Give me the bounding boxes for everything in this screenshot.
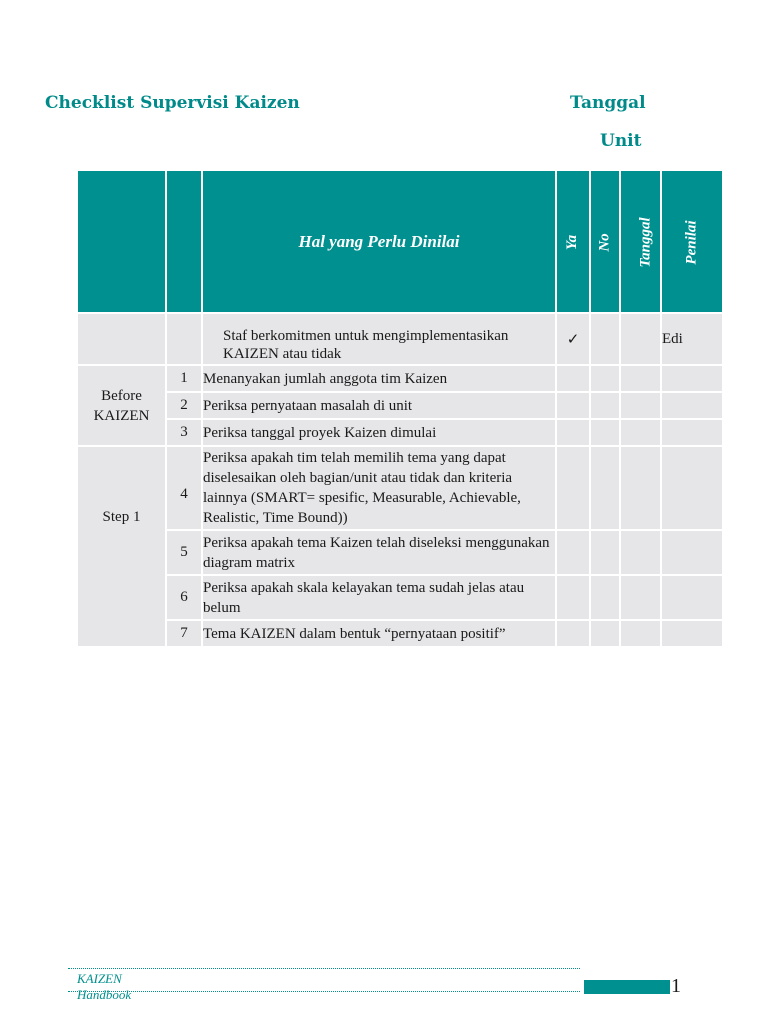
table-row (77, 392, 723, 419)
yes-cell (556, 530, 590, 575)
yes-cell (556, 620, 590, 647)
yes-cell (556, 392, 590, 419)
table-row (77, 530, 723, 575)
row-number: 7 (166, 620, 202, 647)
assessor-cell (661, 365, 723, 392)
header-number-cell (166, 170, 202, 313)
row-item: Periksa pernyataan masalah di unit (202, 392, 556, 419)
section-label: Before KAIZEN (77, 365, 166, 446)
row-item: Periksa apakah skala kelayakan tema sudah jelas atau belum (202, 575, 556, 620)
date-cell (620, 530, 661, 575)
assessor-cell (661, 530, 723, 575)
row-number: 4 (166, 446, 202, 530)
table-header-row (77, 170, 723, 313)
date-label: Tanggal (570, 93, 646, 113)
header-assessor: Penilai (661, 170, 723, 313)
yes-check-mark: ✓ (556, 313, 590, 365)
footer-accent-bar (584, 980, 670, 994)
intro-item: Staf berkomitmen untuk mengimplementasikan KAIZEN atau tidak (202, 313, 556, 365)
assessor-cell (661, 446, 723, 530)
row-number: 1 (166, 365, 202, 392)
section-label: Step 1 (77, 446, 166, 647)
date-cell (620, 446, 661, 530)
row-number: 2 (166, 392, 202, 419)
section-cell-empty (77, 313, 166, 365)
checklist-table (76, 169, 724, 648)
date-cell (620, 392, 661, 419)
unit-label: Unit (600, 131, 642, 151)
footer-divider (68, 968, 580, 969)
date-cell (620, 313, 661, 365)
no-cell (590, 365, 620, 392)
table-row (77, 446, 723, 530)
assessor-cell (661, 620, 723, 647)
no-cell (590, 446, 620, 530)
row-item: Tema KAIZEN dalam bentuk “pernyataan positif” (202, 620, 556, 647)
date-cell (620, 365, 661, 392)
assessor-cell (661, 575, 723, 620)
no-cell (590, 530, 620, 575)
row-item: Periksa tanggal proyek Kaizen dimulai (202, 419, 556, 446)
no-cell (590, 313, 620, 365)
date-cell (620, 419, 661, 446)
header-item: Hal yang Perlu Dinilai (202, 170, 556, 313)
assessor-cell (661, 392, 723, 419)
number-cell-empty (166, 313, 202, 365)
table-row (77, 419, 723, 446)
assessor-cell (661, 419, 723, 446)
header-yes: Ya (556, 170, 590, 313)
no-cell (590, 419, 620, 446)
page-number: 1 (671, 975, 681, 997)
yes-cell (556, 365, 590, 392)
row-item: Periksa apakah tema Kaizen telah diseleksi menggunakan diagram matrix (202, 530, 556, 575)
no-cell (590, 620, 620, 647)
date-cell (620, 620, 661, 647)
yes-cell (556, 419, 590, 446)
date-cell (620, 575, 661, 620)
table-row (77, 575, 723, 620)
yes-cell (556, 575, 590, 620)
table-row (77, 365, 723, 392)
no-cell (590, 575, 620, 620)
header-section-cell (77, 170, 166, 313)
row-item: Menanyakan jumlah anggota tim Kaizen (202, 365, 556, 392)
document-title: Checklist Supervisi Kaizen (45, 93, 300, 113)
yes-cell (556, 446, 590, 530)
footer-divider-lower (68, 991, 580, 992)
table-row (77, 620, 723, 647)
row-number: 5 (166, 530, 202, 575)
assessor-cell: Edi (661, 313, 723, 365)
footer-label: KAIZEN Handbook (77, 971, 132, 1002)
row-number: 6 (166, 575, 202, 620)
row-number: 3 (166, 419, 202, 446)
no-cell (590, 392, 620, 419)
row-item: Periksa apakah tim telah memilih tema yang dapat diselesaikan oleh bagian/unit atau tidak dan kriteria lainnya (SMART= spesific, Measurable, Achievable, Realistic, Time Bound)) (202, 446, 556, 530)
table-row-intro (77, 313, 723, 365)
header-date: Tanggal (620, 170, 661, 313)
header-no: No (590, 170, 620, 313)
